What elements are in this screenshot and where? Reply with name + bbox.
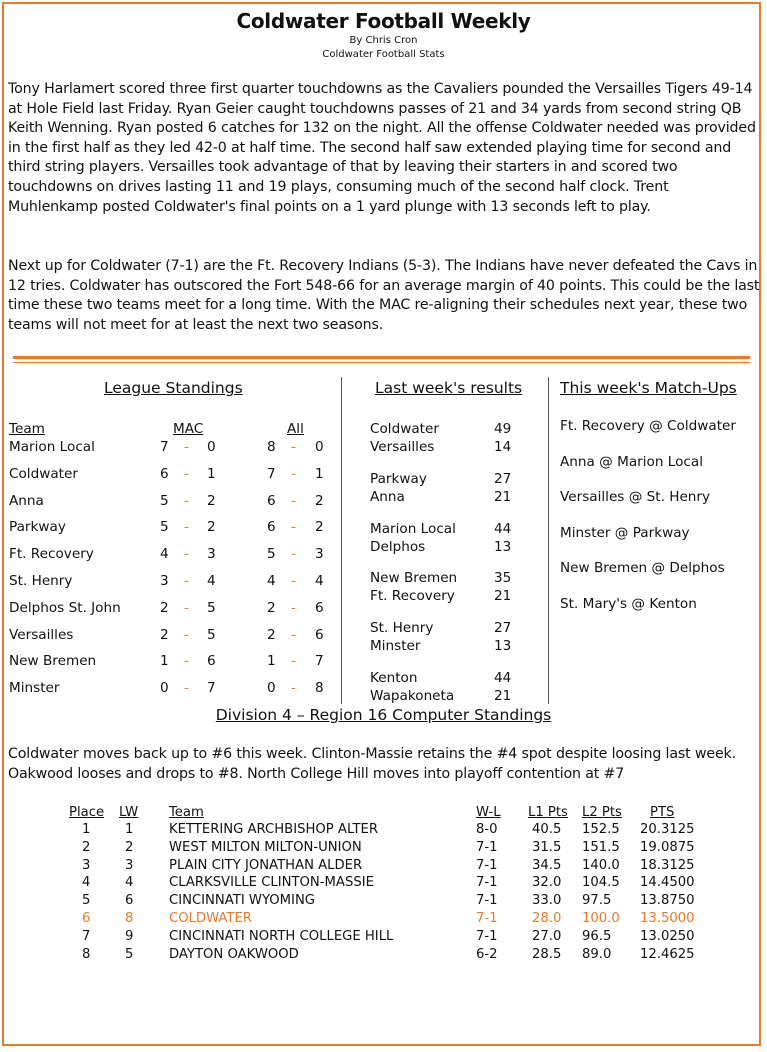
result-score: 35 (494, 570, 512, 587)
column-divider-right (548, 377, 549, 704)
result-team: Ft. Recovery (370, 588, 455, 605)
standings-separator: - (291, 519, 296, 536)
standings-separator: - (291, 465, 296, 482)
standings-all-losses: 2 (315, 492, 324, 509)
computer-l2: 152.5 (582, 822, 620, 837)
standings-all-losses: 1 (315, 465, 324, 482)
computer-place: 4 (82, 875, 91, 891)
standings-separator: - (291, 599, 296, 616)
standings-team: Marion Local (9, 439, 95, 455)
results-heading: Last week's results (375, 379, 523, 397)
organization-byline: Coldwater Football Stats (322, 49, 445, 60)
computer-l2: 96.5 (582, 928, 612, 944)
standings-all-wins: 2 (267, 599, 276, 616)
computer-wl: 7-1 (476, 875, 498, 891)
computer-l2: 104.5 (582, 875, 620, 891)
computer-pts: 12.4625 (640, 946, 695, 962)
divider-thick (13, 356, 750, 359)
standings-team: Ft. Recovery (9, 546, 94, 563)
computer-l2: 89.0 (582, 946, 612, 962)
computer-place: 3 (82, 857, 91, 873)
computer-lw: 4 (125, 875, 134, 891)
computer-pts: 14.4500 (640, 875, 695, 891)
standings-team: Coldwater (9, 465, 78, 482)
result-team: Kenton (370, 670, 418, 686)
standings-mac-losses: 6 (207, 653, 216, 670)
result-team: Versailles (370, 439, 435, 455)
result-team: Anna (370, 488, 405, 505)
standings-mac-losses: 5 (207, 599, 216, 616)
computer-lw: 1 (125, 822, 134, 837)
computer-l1: 40.5 (532, 822, 562, 837)
computer-pts: 13.8750 (640, 893, 695, 909)
author-byline: By Chris Cron (349, 35, 418, 46)
result-score: 44 (494, 520, 512, 537)
computer-team: DAYTON OAKWOOD (169, 946, 299, 962)
standings-all-losses: 6 (315, 599, 324, 616)
result-score: 13 (494, 638, 512, 655)
standings-separator: - (184, 653, 189, 670)
result-team: Minster (370, 638, 421, 655)
result-score: 21 (494, 588, 512, 605)
standings-mac-losses: 5 (207, 626, 216, 643)
computer-l1: 31.5 (532, 839, 562, 855)
computer-standings-paragraph: Coldwater moves back up to #6 this week. Clinton-Massie retains the #4 spot despite loosing last week. Oakwood looses and drops to #8. North College Hill moves into playoff contention at #7 (8, 746, 736, 782)
computer-wl: 7-1 (476, 857, 498, 873)
article-paragraph-2: Next up for Coldwater (7-1) are the Ft. Recovery Indians (5-3). The Indians have never defeated the Cavs in 12 tries. Coldwater has outscored the Fort 548-66 for an average margin of 40 points. This could be the last time these two teams meet for a long time. With the MAC re-aligning their schedules next year, these two teams will not meet for at least the next two seasons. (8, 258, 760, 333)
computer-team: CLARKSVILLE CLINTON-MASSIE (169, 875, 374, 891)
computer-pts: 20.3125 (640, 822, 695, 837)
computer-place: 5 (82, 893, 91, 909)
standings-separator: - (291, 546, 296, 563)
col-lw: LW (119, 805, 139, 820)
standings-mac-wins: 4 (160, 546, 169, 563)
computer-team: PLAIN CITY JONATHAN ALDER (169, 857, 363, 873)
standings-mac-wins: 2 (160, 626, 169, 643)
computer-lw: 3 (125, 857, 134, 873)
computer-wl: 6-2 (476, 946, 498, 962)
matchup-item: Minster @ Parkway (560, 524, 690, 541)
standings-all-losses: 4 (315, 573, 324, 589)
col-l2: L2 Pts (582, 805, 622, 820)
computer-l1: 33.0 (532, 893, 562, 909)
computer-wl: 7-1 (476, 893, 498, 909)
computer-team: KETTERING ARCHBISHOP ALTER (169, 822, 379, 837)
computer-pts: 19.0875 (640, 839, 695, 855)
result-score: 14 (494, 439, 512, 455)
standings-team: Delphos St. John (9, 599, 121, 616)
matchup-item: New Bremen @ Delphos (560, 560, 725, 576)
computer-place: 8 (82, 946, 91, 962)
result-score: 21 (494, 488, 512, 505)
standings-mac-losses: 7 (207, 680, 216, 697)
computer-lw: 5 (125, 946, 134, 962)
computer-wl: 7-1 (476, 928, 498, 944)
computer-team: COLDWATER (169, 911, 252, 926)
newsletter-title: Coldwater Football Weekly (236, 9, 531, 33)
standings-col-all: All (287, 421, 304, 437)
computer-l1: 32.0 (532, 875, 562, 891)
standings-mac-losses: 4 (207, 573, 216, 589)
computer-team: WEST MILTON MILTON-UNION (169, 839, 362, 855)
result-team: New Bremen (370, 570, 458, 587)
computer-lw: 9 (125, 928, 134, 944)
standings-mac-wins: 2 (160, 599, 169, 616)
matchup-item: Anna @ Marion Local (560, 453, 704, 470)
standings-mac-wins: 6 (160, 465, 169, 482)
standings-team: New Bremen (9, 653, 97, 670)
standings-col-team: Team (9, 421, 45, 437)
computer-l2: 97.5 (582, 893, 612, 909)
standings-separator: - (184, 439, 189, 455)
computer-place: 7 (82, 928, 91, 944)
standings-team: Anna (9, 492, 44, 509)
matchup-item: Versailles @ St. Henry (560, 489, 711, 505)
result-score: 27 (494, 620, 512, 637)
col-wl: W-L (476, 805, 501, 820)
result-score: 13 (494, 538, 512, 555)
computer-l1: 27.0 (532, 928, 562, 944)
computer-pts: 13.5000 (640, 911, 695, 926)
col-place: Place (69, 805, 105, 820)
article-paragraph-1: Tony Harlamert scored three first quarter touchdowns as the Cavaliers pounded the Versailles Tigers 49-14 at Hole Field last Friday. Ryan Geier caught touchdowns passes of 21 and 34 yards from second string QB Keith Wenning. Ryan posted 6 catches for 132 on the night. All the offense Coldwater needed was provided in the first half as they led 42-0 at half time. The second half saw extended playing time for second and third string players. Versailles took advantage of that by leaving their starters in and scored two touchdowns on drives lasting 11 and 19 plays, consuming much of the second half clock. Trent Muhlenkamp posted Coldwater's final points on a 1 yard plunge with 13 seconds left to play. (8, 81, 756, 215)
computer-standings-heading: Division 4 – Region 16 Computer Standings (215, 706, 552, 724)
standings-separator: - (291, 439, 296, 455)
matchups-heading: This week's Match-Ups (560, 379, 737, 397)
computer-l1: 28.0 (532, 911, 562, 926)
result-score: 21 (494, 688, 512, 704)
computer-wl: 7-1 (476, 911, 498, 926)
standings-all-wins: 8 (267, 439, 276, 455)
standings-all-losses: 3 (315, 546, 324, 563)
standings-all-wins: 2 (267, 626, 276, 643)
matchup-item: St. Mary's @ Kenton (560, 595, 697, 612)
standings-all-losses: 0 (315, 439, 324, 455)
computer-lw: 6 (125, 893, 134, 909)
computer-l2: 140.0 (582, 857, 620, 873)
standings-all-losses: 7 (315, 653, 324, 670)
result-team: St. Henry (370, 620, 434, 637)
computer-wl: 7-1 (476, 839, 498, 855)
standings-separator: - (184, 680, 189, 697)
computer-lw: 8 (125, 911, 134, 926)
standings-separator: - (184, 519, 189, 536)
standings-team: Versailles (9, 626, 74, 643)
col-team: Team (169, 805, 204, 820)
computer-team: CINCINNATI WYOMING (169, 893, 316, 909)
standings-all-wins: 4 (267, 573, 276, 589)
standings-all-wins: 6 (267, 519, 276, 536)
standings-separator: - (291, 626, 296, 643)
standings-mac-losses: 2 (207, 519, 216, 536)
standings-team: St. Henry (9, 573, 73, 589)
computer-team: CINCINNATI NORTH COLLEGE HILL (169, 928, 394, 944)
matchup-item: Ft. Recovery @ Coldwater (560, 418, 737, 434)
result-score: 49 (494, 421, 512, 437)
result-team: Marion Local (370, 520, 456, 537)
standings-team: Minster (9, 680, 60, 697)
divider-thin (13, 362, 750, 363)
standings-mac-wins: 5 (160, 519, 169, 536)
computer-l2: 151.5 (582, 839, 620, 855)
standings-separator: - (184, 599, 189, 616)
standings-mac-losses: 3 (207, 546, 216, 563)
computer-wl: 8-0 (476, 822, 498, 837)
col-l1: L1 Pts (528, 805, 568, 820)
result-team: Delphos (370, 538, 426, 555)
standings-mac-losses: 1 (207, 465, 216, 482)
standings-all-wins: 5 (267, 546, 276, 563)
standings-heading: League Standings (104, 379, 243, 397)
standings-all-wins: 7 (267, 465, 276, 482)
standings-mac-wins: 1 (160, 653, 169, 670)
result-score: 44 (494, 670, 512, 686)
standings-mac-wins: 5 (160, 492, 169, 509)
computer-l1: 34.5 (532, 857, 562, 873)
standings-mac-losses: 0 (207, 439, 216, 455)
computer-l1: 28.5 (532, 946, 562, 962)
standings-separator: - (184, 546, 189, 563)
standings-all-losses: 6 (315, 626, 324, 643)
result-score: 27 (494, 470, 512, 487)
computer-place: 6 (82, 911, 91, 926)
standings-separator: - (291, 573, 296, 589)
standings-all-wins: 0 (267, 680, 276, 697)
standings-separator: - (184, 465, 189, 482)
computer-pts: 18.3125 (640, 857, 695, 873)
result-team: Wapakoneta (370, 688, 455, 704)
standings-mac-losses: 2 (207, 492, 216, 509)
standings-mac-wins: 7 (160, 439, 169, 455)
standings-separator: - (184, 626, 189, 643)
standings-mac-wins: 3 (160, 573, 169, 589)
standings-separator: - (291, 680, 296, 697)
result-team: Parkway (370, 470, 427, 487)
standings-all-losses: 8 (315, 680, 324, 697)
standings-all-wins: 1 (267, 653, 276, 670)
col-pts: PTS (650, 805, 675, 820)
standings-separator: - (184, 492, 189, 509)
standings-mac-wins: 0 (160, 680, 169, 697)
standings-separator: - (184, 573, 189, 589)
standings-all-losses: 2 (315, 519, 324, 536)
standings-all-wins: 6 (267, 492, 276, 509)
computer-l2: 100.0 (582, 911, 620, 926)
computer-pts: 13.0250 (640, 928, 695, 944)
standings-team: Parkway (9, 519, 66, 536)
computer-place: 1 (82, 822, 91, 837)
standings-separator: - (291, 492, 296, 509)
standings-separator: - (291, 653, 296, 670)
column-divider-left (341, 377, 342, 704)
computer-lw: 2 (125, 839, 134, 855)
computer-place: 2 (82, 839, 91, 855)
result-team: Coldwater (370, 421, 439, 437)
standings-col-mac: MAC (173, 421, 204, 437)
